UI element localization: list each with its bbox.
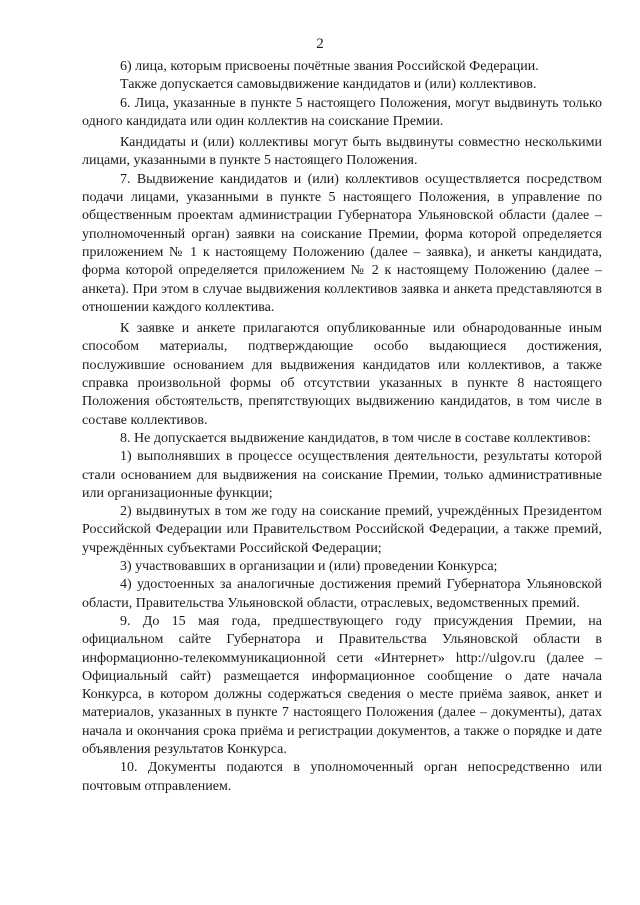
paragraph-clause-6: 6. Лица, указанные в пункте 5 настоящего Положения, могут выдвинуть только одного кандидата или один коллектив на соискание Премии.	[82, 95, 602, 129]
paragraph-clause-8-item-4: 4) удостоенных за аналогичные достижения премий Губернатора Ульяновской области, Правительства Ульяновской области, отраслевых, ведомственных премий.	[82, 577, 602, 611]
paragraph-joint-nomination: Кандидаты и (или) коллективы могут быть выдвинуты совместно несколькими лицами, указанными в пункте 5 настоящего Положения.	[82, 135, 602, 169]
page-number: 2	[316, 36, 324, 52]
paragraph-attachments: К заявке и анкете прилагаются опубликованные или обнародованные иным способом материалы, подтверждающие особо выдающиеся достижения, послужившие основанием для выдвижения кандидатов или коллективов, а также справка произвольной формы об отсутствии указанных в пункте 8 настоящего Положения обстоятельств, препятствующих выдвижению кандидатов, в том числе в составе коллективов.	[82, 321, 602, 428]
paragraph-self-nomination: Также допускается самовыдвижение кандидатов и (или) коллективов.	[120, 77, 537, 93]
paragraph-clause-7: 7. Выдвижение кандидатов и (или) коллективов осуществляется посредством подачи лицами, указанными в пункте 5 настоящего Положения, в управление по общественным проектам администрации Губернатора Ульяновской области (далее – уполномоченный орган) заявки на соискание Премии, форма которой определяется приложением № 1 к настоящему Положению (далее – заявка), и анкеты кандидата, форма которой определяется приложением № 2 к настоящему Положению (далее – анкета). При этом в случае выдвижения коллективов заявка и анкета представляются в отношении каждого коллектива.	[82, 171, 602, 315]
paragraph-clause-9: 9. До 15 мая года, предшествующего году присуждения Премии, на официальном сайте Губернатора и Правительства Ульяновской области в информационно-телекоммуникационной сети «Интернет» http://ulgov.ru (далее – Официальный сайт) размещается информационное сообщение о дате начала Конкурса, в котором должны содержаться сведения о месте приёма заявок, анкет и материалов, указанных в пункте 7 настоящего Положения (далее – документы), датах начала и окончания срока приёма и регистрации документов, а также о порядке и дате объявления результатов Конкурса.	[82, 613, 602, 757]
paragraph-clause-8-item-1: 1) выполнявших в процессе осуществления деятельности, результаты которой стали основанием для выдвижения на соискание Премии, только административные или организационные функции;	[82, 449, 602, 501]
paragraph-clause-8-item-3: 3) участвовавших в организации и (или) проведении Конкурса;	[120, 559, 498, 575]
paragraph-clause-8: 8. Не допускается выдвижение кандидатов, в том числе в составе коллективов:	[120, 430, 591, 446]
paragraph-clause-10: 10. Документы подаются в уполномоченный орган непосредственно или почтовым отправлением.	[82, 760, 602, 794]
paragraph-clause-8-item-2: 2) выдвинутых в том же году на соискание премий, учреждённых Президентом Российской Федерации или Правительством Российской Федерации, а также премий, учреждённых субъектами Российской Федерации;	[82, 504, 602, 556]
paragraph-item-6: 6) лица, которым присвоены почётные звания Российской Федерации.	[120, 59, 539, 74]
document-body	[82, 58, 602, 796]
